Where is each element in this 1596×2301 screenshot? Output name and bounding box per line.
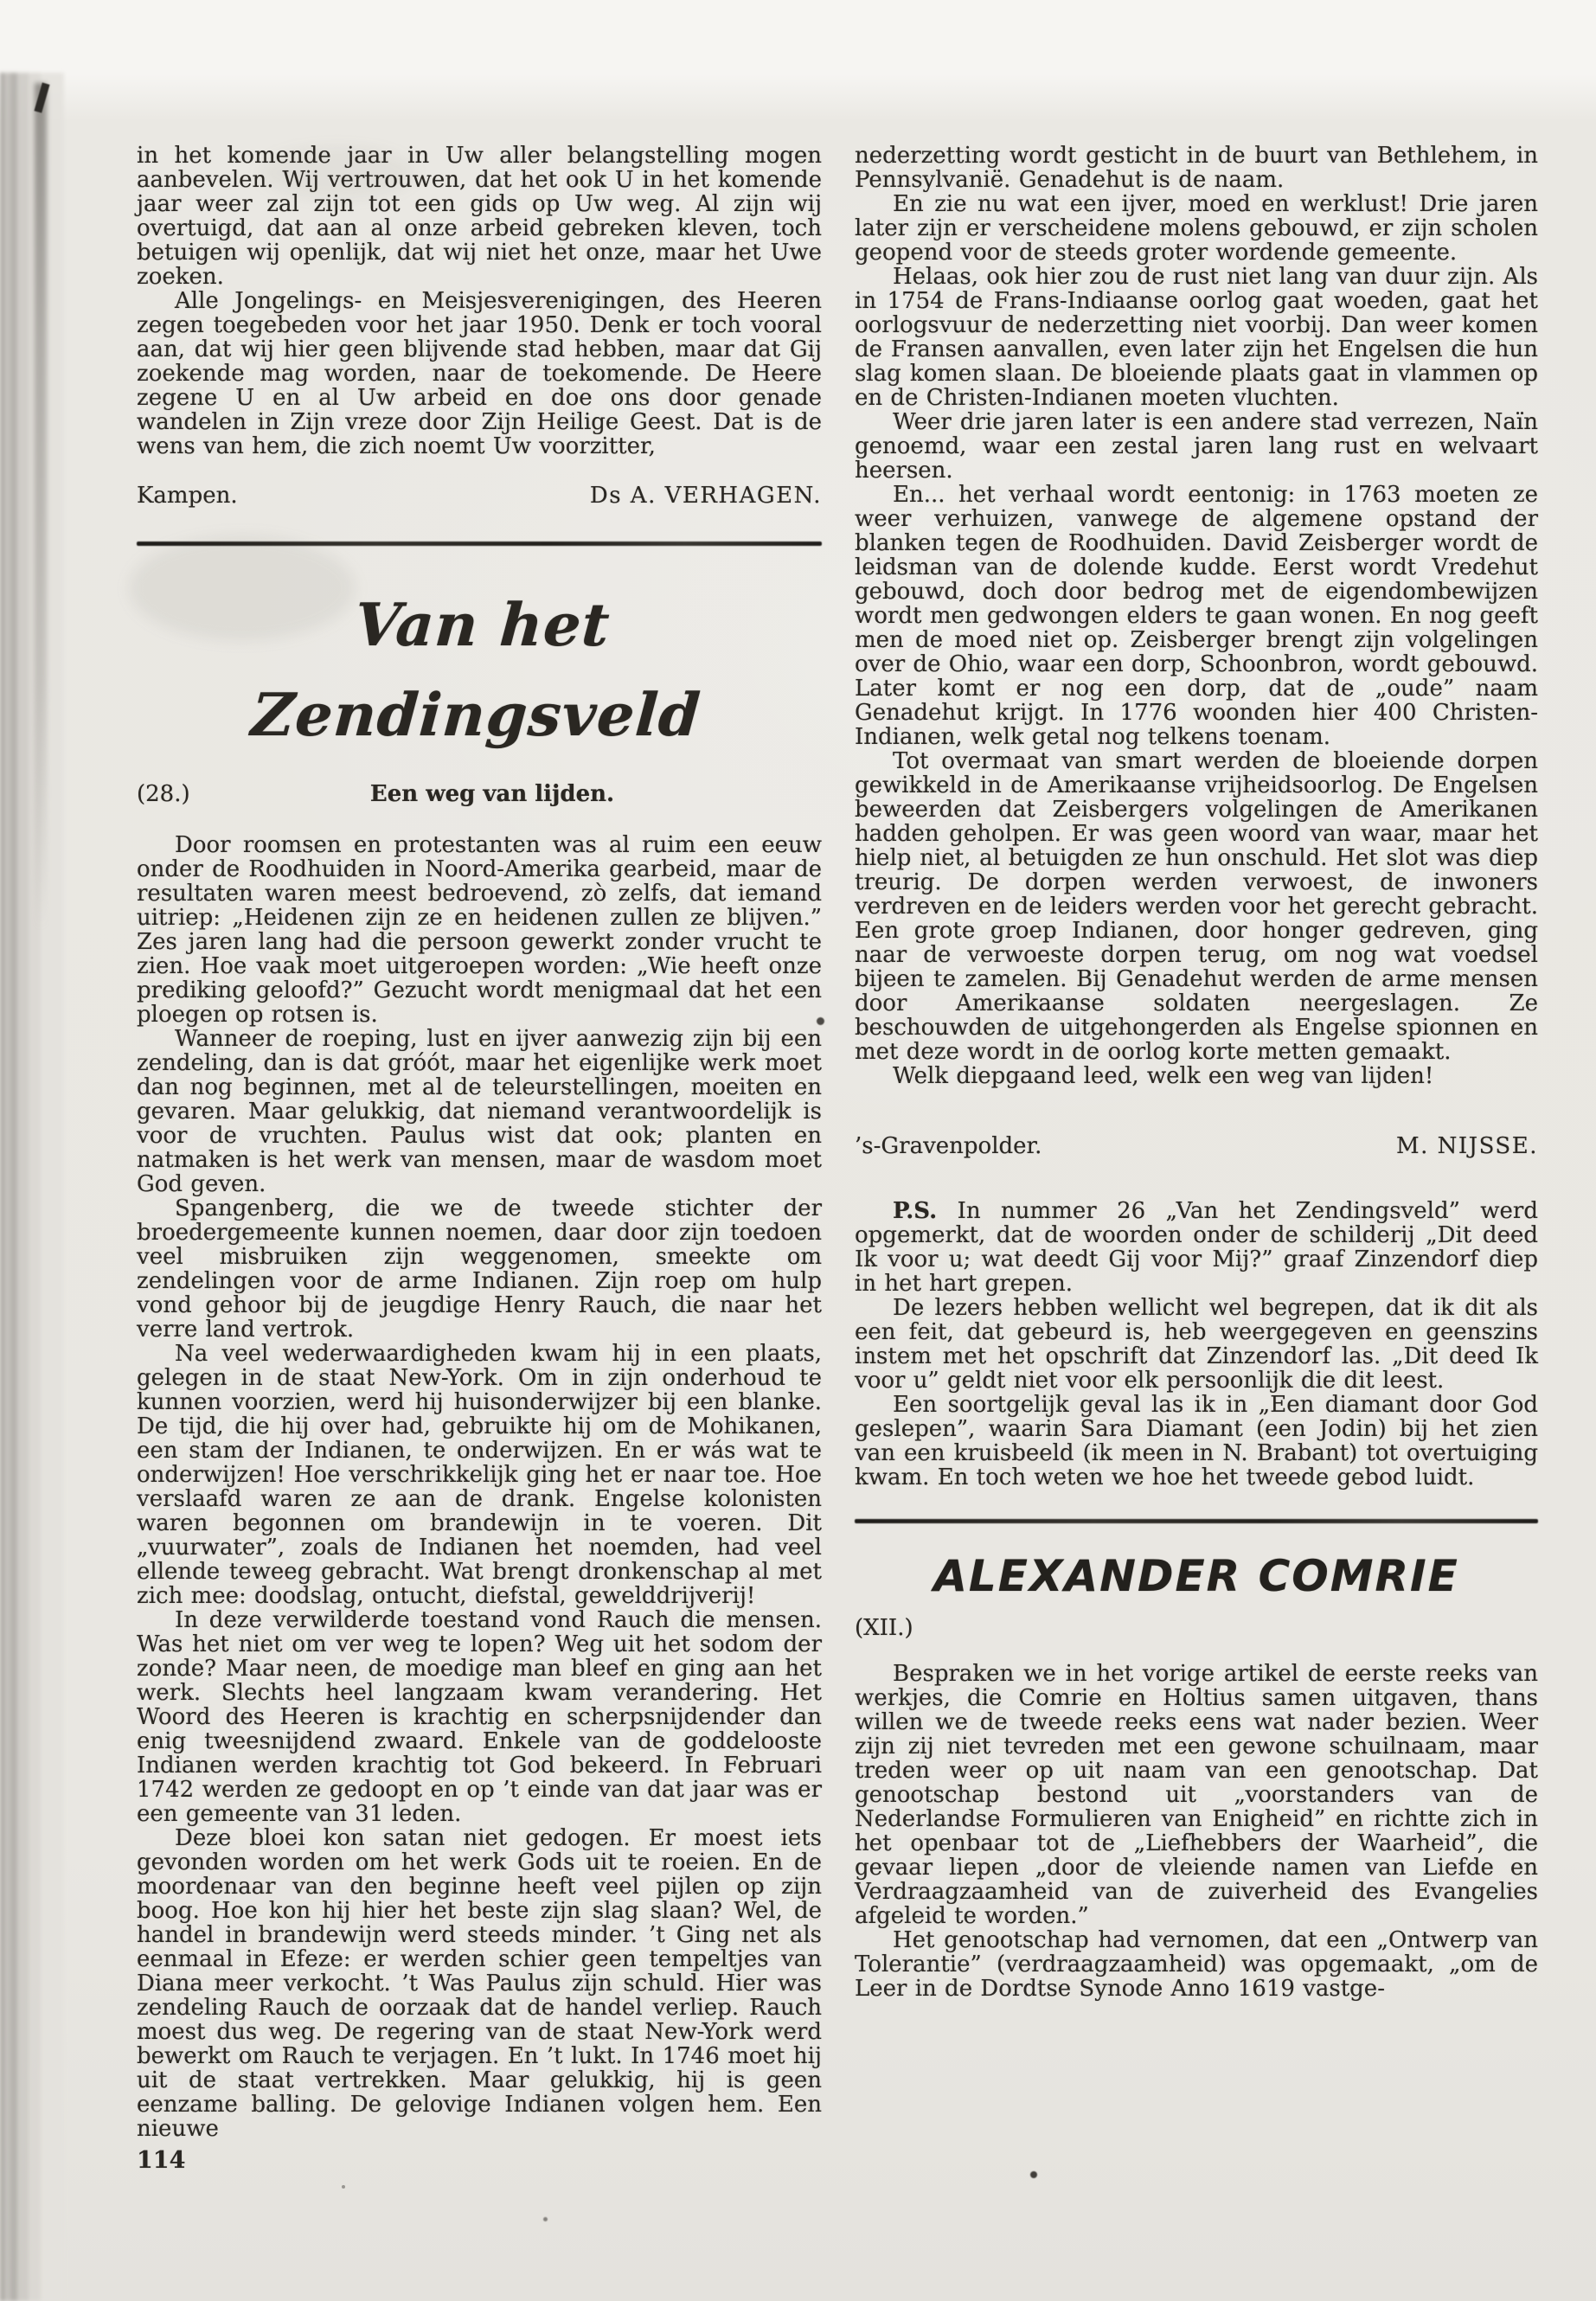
postscript-paragraph xyxy=(855,1199,1538,1296)
article-subtitle: Een weg van lijden. xyxy=(369,781,615,807)
ink-speck xyxy=(1030,2171,1037,2178)
intro-continuation-paragraph: in het komende jaar in Uw aller belangstelling mogen aanbevelen. Wij vertrouwen, dat het ook U in het komende jaar weer zal zijn tot een gids op Uw weg. Al zijn wij overtuigd, dat aan al onze arbeid gebreken kleven, toch betuigen wij openlijk, dat wij niet het onze, maar het Uwe zoeken. xyxy=(137,143,822,290)
body-paragraph: Bespraken we in het vorige artikel de eerste reeks van werkjes, die Comrie en Holtius samen uitgaven, thans willen we de tweede reeks eens wat nader bezien. Weer zijn zij niet tevreden met een gewone schuilnaam, maar treden weer op uit naam van een genootschap. Dat genootschap bestond uit „voorstanders van de Nederlandse Formulieren van Enigheid” en richtte zich in het openbaar tot de „Liefhebbers der Waarheid”, die gevaar liepen „door de vleiende namen van Liefde en Verdraagzaamheid van de zuiverheid des Evangelies afgeleid te worden.” xyxy=(855,1661,1538,1929)
ink-speck xyxy=(543,2217,548,2221)
body-paragraph: In deze verwilderde toestand vond Rauch die mensen. Was het niet om ver weg te lopen? Weg uit het sodom der zonde? Maar neen, de moedige man bleef en ging aan het werk. Slechts heel langzaam kwam verandering. Het Woord des Heeren is krachtig en scherpsnijdender dan enig tweesnijdend zwaard. Enkele van de goddelooste Indianen werden krachtig tot God bekeerd. In Februari 1742 werden ze gedoopt en op ’t einde van dat jaar was er een gemeente van 31 leden. xyxy=(137,1607,822,1827)
section-divider-rule xyxy=(855,1519,1538,1523)
signature-row xyxy=(855,1133,1538,1159)
article-subhead-row xyxy=(137,781,822,807)
postscript-label: P.S. xyxy=(893,1198,938,1224)
installment-number: (XII.) xyxy=(855,1615,913,1641)
section-divider-rule xyxy=(137,542,822,546)
spine-streak-artifact xyxy=(35,83,47,931)
body-paragraph: Deze bloei kon satan niet gedogen. Er moest iets gevonden worden om het werk Gods uit te roeien. En de moordenaar van den beginne heeft veel pijlen op zijn boog. Hoe kon hij hier het beste zijn slag slaan? Wel, de handel in brandewijn werd steeds minder. ’t Ging net als eenmaal in Efeze: er werden schier geen tempeltjes van Diana meer verkocht. ’t Was Paulus zijn schuld. Hier was zendeling Rauch de oorzaak dat de handel verliep. Rauch moest dus weg. De regering van de staat New-York werd bewerkt om Rauch te verjagen. En ’t lukt. In 1746 moet hij uit de staat vertrekken. Maar gelukkig, hij is geen eenzame balling. De gelovige Indianen volgen hem. Een nieuwe xyxy=(137,1825,822,2142)
article-title-comrie: ALEXANDER COMRIE xyxy=(933,1551,1459,1601)
postscript-paragraph: Een soortgelijk geval las ik in „Een diamant door God geslepen”, waarin Sara Diamant (een Jodin) bij het zien van een kruisbeeld (ik meen in N. Brabant) tot overtuiging kwam. En toch weten we hoe het tweede gebod luidt. xyxy=(855,1392,1538,1490)
signature-author: M. NIJSSE. xyxy=(1395,1133,1538,1159)
signature-place: ’s-Gravenpolder. xyxy=(855,1133,1042,1159)
signature-place: Kampen. xyxy=(137,483,238,509)
body-continuation-paragraph: nederzetting wordt gesticht in de buurt van Bethlehem, in Pennsylvanië. Genadehut is de naam. xyxy=(855,143,1538,193)
body-paragraph: Wanneer de roeping, lust en ijver aanwezig zijn bij een zendeling, dan is dat gróót, maar het eigenlijke werk moet dan nog beginnen, met al de teleurstellingen, moeiten en gevaren. Maar gelukkig, dat niemand verantwoordelijk is voor de vruchten. Paulus wist dat ook; planten en natmaken is het werk van mensen, maar de wasdom moet God geven. xyxy=(137,1026,822,1197)
body-paragraph: Tot overmaat van smart werden de bloeiende dorpen gewikkeld in de Amerikaanse vrijheidsoorlog. De Engelsen beweerden dat Zeisbergers volgelingen de Amerikanen hadden geholpen. Er was geen woord van waar, maar het hielp niet, al betuigden ze hun onschuld. Het slot was diep treurig. De dorpen werden verwoest, de inwoners verdreven en de leiders werden voor het gerecht gebracht. Een grote groep Indianen, door honger gedreven, ging naar de verwoeste dorpen terug, om nog wat voedsel bijeen te zamelen. Bij Genadehut werden de arme mensen door Amerikaanse soldaten neergeslagen. Ze beschouwden de uitgehongerden als Engelse spionnen en met deze wordt in de oorlog korte metten gemaakt. xyxy=(855,748,1538,1065)
left-column xyxy=(137,144,822,2141)
body-paragraph: Door roomsen en protestanten was al ruim een eeuw onder de Roodhuiden in Noord-Amerika gearbeid, maar de resultaten waren meest bedroevend, zò zelfs, dat iemand uitriep: „Heidenen zijn ze en heidenen zullen ze blijven.” Zes jaren lang had die persoon gewerkt zonder vrucht te zien. Hoe vaak moet uitgeroepen worden: „Wie heeft onze prediking geloofd?” Gezucht wordt menigmaal dat het een ploegen op rotsen is. xyxy=(137,832,822,1028)
installment-number: (28.) xyxy=(137,781,190,807)
body-paragraph: Helaas, ook hier zou de rust niet lang van duur zijn. Als in 1754 de Frans-Indiaanse oorlog gaat woeden, gaat het oorlogsvuur de nederzetting niet voorbij. Dan weer komen de Fransen aanvallen, even later zijn het Engelsen die hun slag komen slaan. De bloeiende plaats gaat in vlammen op en de Christen-Indianen moeten vluchten. xyxy=(855,264,1538,411)
postscript-paragraph: De lezers hebben wellicht wel begrepen, dat ik dit als een feit, dat gebeurd is, heb weergegeven en geenszins instem met het opschrift dat Zinzendorf las. „Dit deed Ik voor u” geldt niet voor elk persoonlijk die dit leest. xyxy=(855,1295,1538,1394)
page-number: 114 xyxy=(137,2147,186,2174)
intro-paragraph: Alle Jongelings- en Meisjesverenigingen, des Heeren zegen toegebeden voor het jaar 1950. Denk er toch vooral aan, dat wij hier geen blijvende stad hebben, maar dat Gij zoekende mag worden, naar de toekomende. De Heere zegene U en al Uw arbeid en doe ons door genade wandelen in Zijn vreze door Zijn Heilige Geest. Dat is de wens van hem, die zich noemt Uw voorzitter, xyxy=(137,288,822,459)
body-paragraph: En zie nu wat een ijver, moed en werklust! Drie jaren later zijn er verscheidene molens gebouwd, er zijn scholen geopend voor de steeds groter wordende gemeente. xyxy=(855,191,1538,266)
signature-row xyxy=(137,483,822,509)
body-paragraph: Het genootschap had vernomen, dat een „Ontwerp van Tolerantie” (verdraagzaamheid) was opgemaakt, „om de Leer in de Dordtse Synode Anno 1619 vastge- xyxy=(855,1927,1538,2002)
body-paragraph: Weer drie jaren later is een andere stad verrezen, Naïn genoemd, waar een zestal jaren lang rust en welvaart heersen. xyxy=(855,409,1538,484)
signature-author: Ds A. VERHAGEN. xyxy=(589,483,822,509)
body-paragraph: Na veel wederwaardigheden kwam hij in een plaats, gelegen in de staat New-York. Om in zijn onderhoud te kunnen voorzien, werd hij huisonderwijzer bij een blanke. De tijd, die hij over had, gebruikte hij om de Mohikanen, een stam der Indianen, te onderwijzen. En er wás wat te onderwijzen! Hoe verschrikkelijk ging het er naar toe. Hoe verslaafd waren ze aan de drank. Engelse kolonisten waren begonnen om brandewijn in te voeren. Dit „vuurwater”, zoals de Indianen het noemden, had veel ellende teweeg gebracht. Wat brengt dronkenschap al met zich mee: doodslag, ontucht, diefstal, gewelddrijverij! xyxy=(137,1341,822,1609)
postscript-text: In nummer 26 „Van het Zendingsveld” werd opgemerkt, dat de woorden onder de schilderij „Dit deed Ik voor u; wat deedt Gij voor Mij?” graaf Zinzendorf diep in het hart grepen. xyxy=(855,1198,1539,1297)
body-paragraph: Spangenberg, die we de tweede stichter der broedergemeente kunnen noemen, daar door zijn toedoen veel misbruiken zijn weggenomen, smeekte om zendelingen voor de arme Indianen. Zijn roep om hulp vond gehoor bij de jeugdige Henry Rauch, die naar het verre land vertrok. xyxy=(137,1195,822,1343)
page-spine-shadow xyxy=(0,73,64,2301)
article-body xyxy=(137,833,822,2141)
closing-exclamation: Welk diepgaand leed, welk een weg van lijden! xyxy=(893,1063,1434,1089)
right-column xyxy=(855,144,1538,2001)
ink-speck xyxy=(342,2185,345,2189)
article-title-zendingsveld: Van het Zendingsveld xyxy=(248,591,703,750)
body-paragraph: En... het verhaal wordt eentonig: in 1763 moeten ze weer verhuizen, vanwege de algemene opstand der blanken tegen de Roodhuiden. David Zeisberger wordt de leidsman van de dolende kudde. Eerst wordt Vredehut gebouwd, doch door bedrog met de eigendombewijzen wordt men gedwongen elders te gaan wonen. En nog geeft men de moed niet op. Zeisberger brengt zijn volgelingen over de Ohio, waar een dorp, Schoonbron, wordt gebouwd. Later komt er nog een dorp, dat de „oude” naam Genadehut krijgt. In 1776 woonden hier 400 Christen-Indianen, welk getal nog telkens toenam. xyxy=(855,482,1539,750)
